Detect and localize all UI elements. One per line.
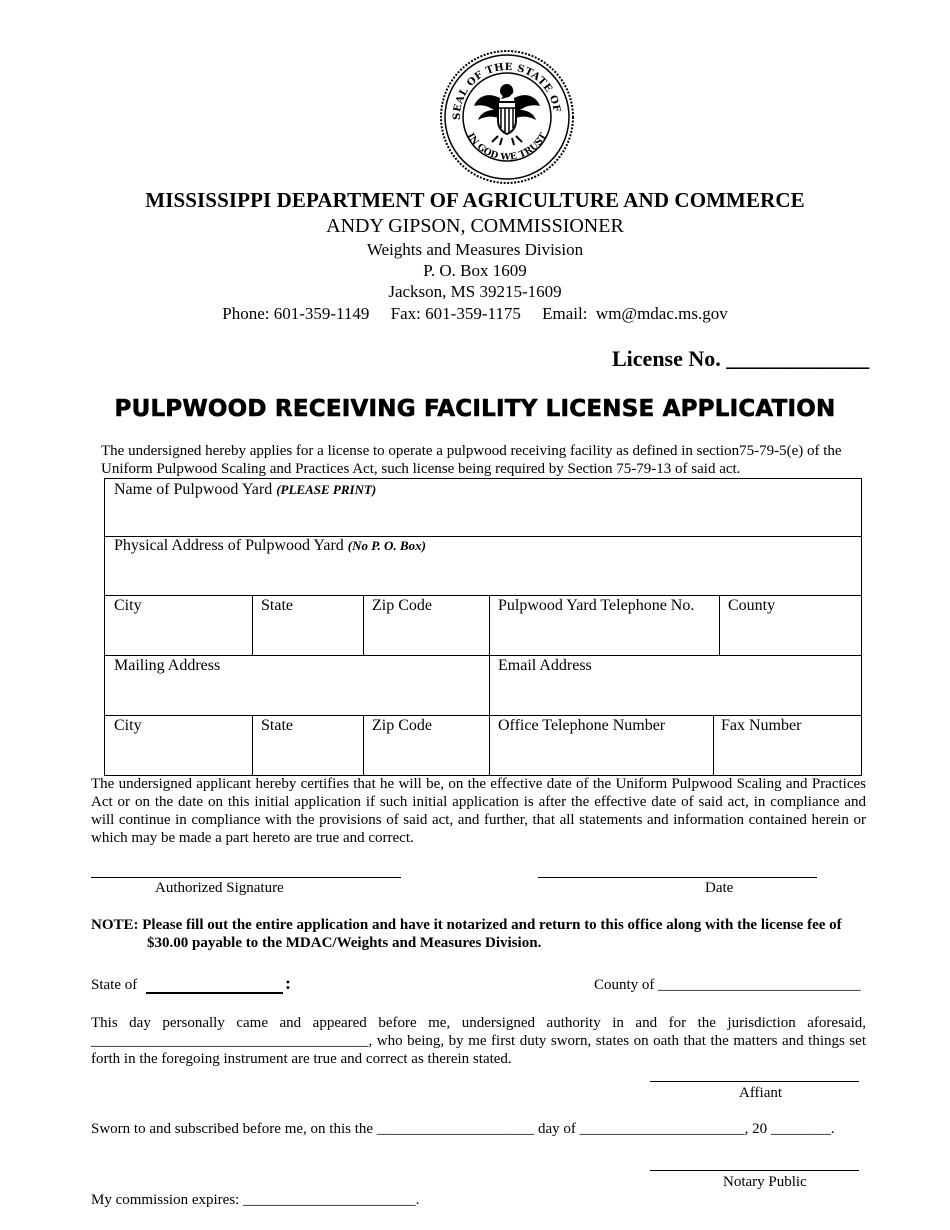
seal-ring-bottom-text: IN GOD WE TRUST [464,131,550,163]
state-label: State [261,597,293,614]
form-title: PULPWOOD RECEIVING FACILITY LICENSE APPLICATION [114,396,836,422]
affiant-label: Affiant [739,1085,783,1101]
fax-label: Fax Number [721,717,802,734]
mailing-zip-field[interactable] [372,717,432,735]
license-number: License No. _____________ [612,346,870,371]
notary-public-line[interactable] [650,1170,859,1171]
yard-name-label: Name of Pulpwood Yard [114,481,273,498]
mailing-state-field[interactable] [261,717,293,735]
notarize-note: NOTE: Please fill out the entire application and have it notarized and return to this office along with the license fee of $30.00 payable to the MDAC/Weights and Measures Division. [91,917,842,951]
city-line: Jackson, MS 39215-1609 [388,282,562,301]
po-box: P. O. Box 1609 [423,261,527,280]
grid-col-divider [489,595,490,655]
intro-paragraph: The undersigned hereby applies for a license to operate a pulpwood receiving facility as defined in section75-79-5(e) of the Uniform Pulpwood Scaling and Practices Act, such license being required by Section 75-79-13 of said act. [101,443,842,477]
mailing-city-field[interactable] [114,717,142,735]
grid-col-divider [489,655,490,715]
contact-line: Phone: 601-359-1149 Fax: 601-359-1175 Email: wm@mdac.ms.gov [222,304,728,323]
state-field[interactable] [261,597,293,615]
date-label: Date [705,880,734,896]
date-line[interactable] [538,877,817,878]
commission-expires-line[interactable]: My commission expires: _______________________. [91,1192,420,1208]
yard-name-field[interactable] [114,481,376,499]
grid-col-divider [713,715,714,775]
application-form-grid [104,478,862,776]
county-of-line[interactable]: County of ___________________________ [594,977,861,993]
city-label: City [114,597,142,614]
yard-phone-label: Pulpwood Yard Telephone No. [498,597,695,614]
mailing-address-label: Mailing Address [114,657,221,674]
authorized-signature-label: Authorized Signature [155,880,284,896]
county-label: County [728,597,776,614]
office-phone-label: Office Telephone Number [498,717,666,734]
mailing-state-label: State [261,717,293,734]
mailing-city-label: City [114,717,142,734]
grid-col-divider [719,595,720,655]
state-of-line[interactable] [146,992,283,994]
certification-paragraph: The undersigned applicant hereby certifies that he will be, on the effective date of the Uniform Pulpwood Scaling and Practices Act or on the date on this initial application if such initial application is after the effective date of said act, in compliance and will continue in compliance with the provisions of said act, and further, that all statements and information contained herein or which may be made a part hereto are true and correct. [91,776,866,846]
eagle-icon [474,84,540,145]
city-field[interactable] [114,597,142,615]
yard-phone-field[interactable] [498,597,694,615]
state-seal [438,48,576,186]
division-name: Weights and Measures Division [366,240,584,259]
state-of-colon: : [285,973,291,993]
mailing-address-field[interactable] [114,657,220,675]
grid-col-divider [489,715,490,775]
grid-row-divider [105,715,861,716]
physical-address-note: (No P. O. Box) [347,538,426,553]
personally-appeared-paragraph: This day personally came and appeared before me, undersigned authority in and for the jurisdiction aforesaid, _____________________________________, who being, by me first duty sworn, states on oath that the matters and things set forth in the foregoing instrument are true and correct as therein stated. [91,1015,866,1067]
affiant-line[interactable] [650,1081,859,1082]
office-phone-field[interactable] [498,717,665,735]
grid-col-divider [252,595,253,655]
email-field[interactable] [498,657,592,675]
grid-col-divider [363,595,364,655]
grid-col-divider [252,715,253,775]
state-of-label: State of [91,977,138,993]
grid-row-divider [105,595,861,596]
yard-name-note: (PLEASE PRINT) [276,482,377,497]
fax-field[interactable] [721,717,801,735]
physical-address-label: Physical Address of Pulpwood Yard [114,537,344,554]
commissioner-name: ANDY GIPSON, COMMISSIONER [326,215,624,237]
email-label: Email Address [498,657,592,674]
zip-label: Zip Code [372,597,432,614]
notary-public-label: Notary Public [723,1174,807,1190]
department-name: MISSISSIPPI DEPARTMENT OF AGRICULTURE AND COMMERCE [145,188,805,212]
seal-ring-top-text: SEAL OF THE STATE OF [451,61,562,121]
grid-col-divider [363,715,364,775]
grid-row-divider [105,655,861,656]
mailing-zip-label: Zip Code [372,717,432,734]
physical-address-field[interactable] [114,537,426,555]
zip-field[interactable] [372,597,432,615]
sworn-line[interactable]: Sworn to and subscribed before me, on this the _____________________ day of ______________________, 20 ________. [91,1121,835,1137]
svg-text:IN GOD WE TRUST [465,131,549,162]
county-field[interactable] [728,597,775,615]
signature-line[interactable] [91,877,401,878]
